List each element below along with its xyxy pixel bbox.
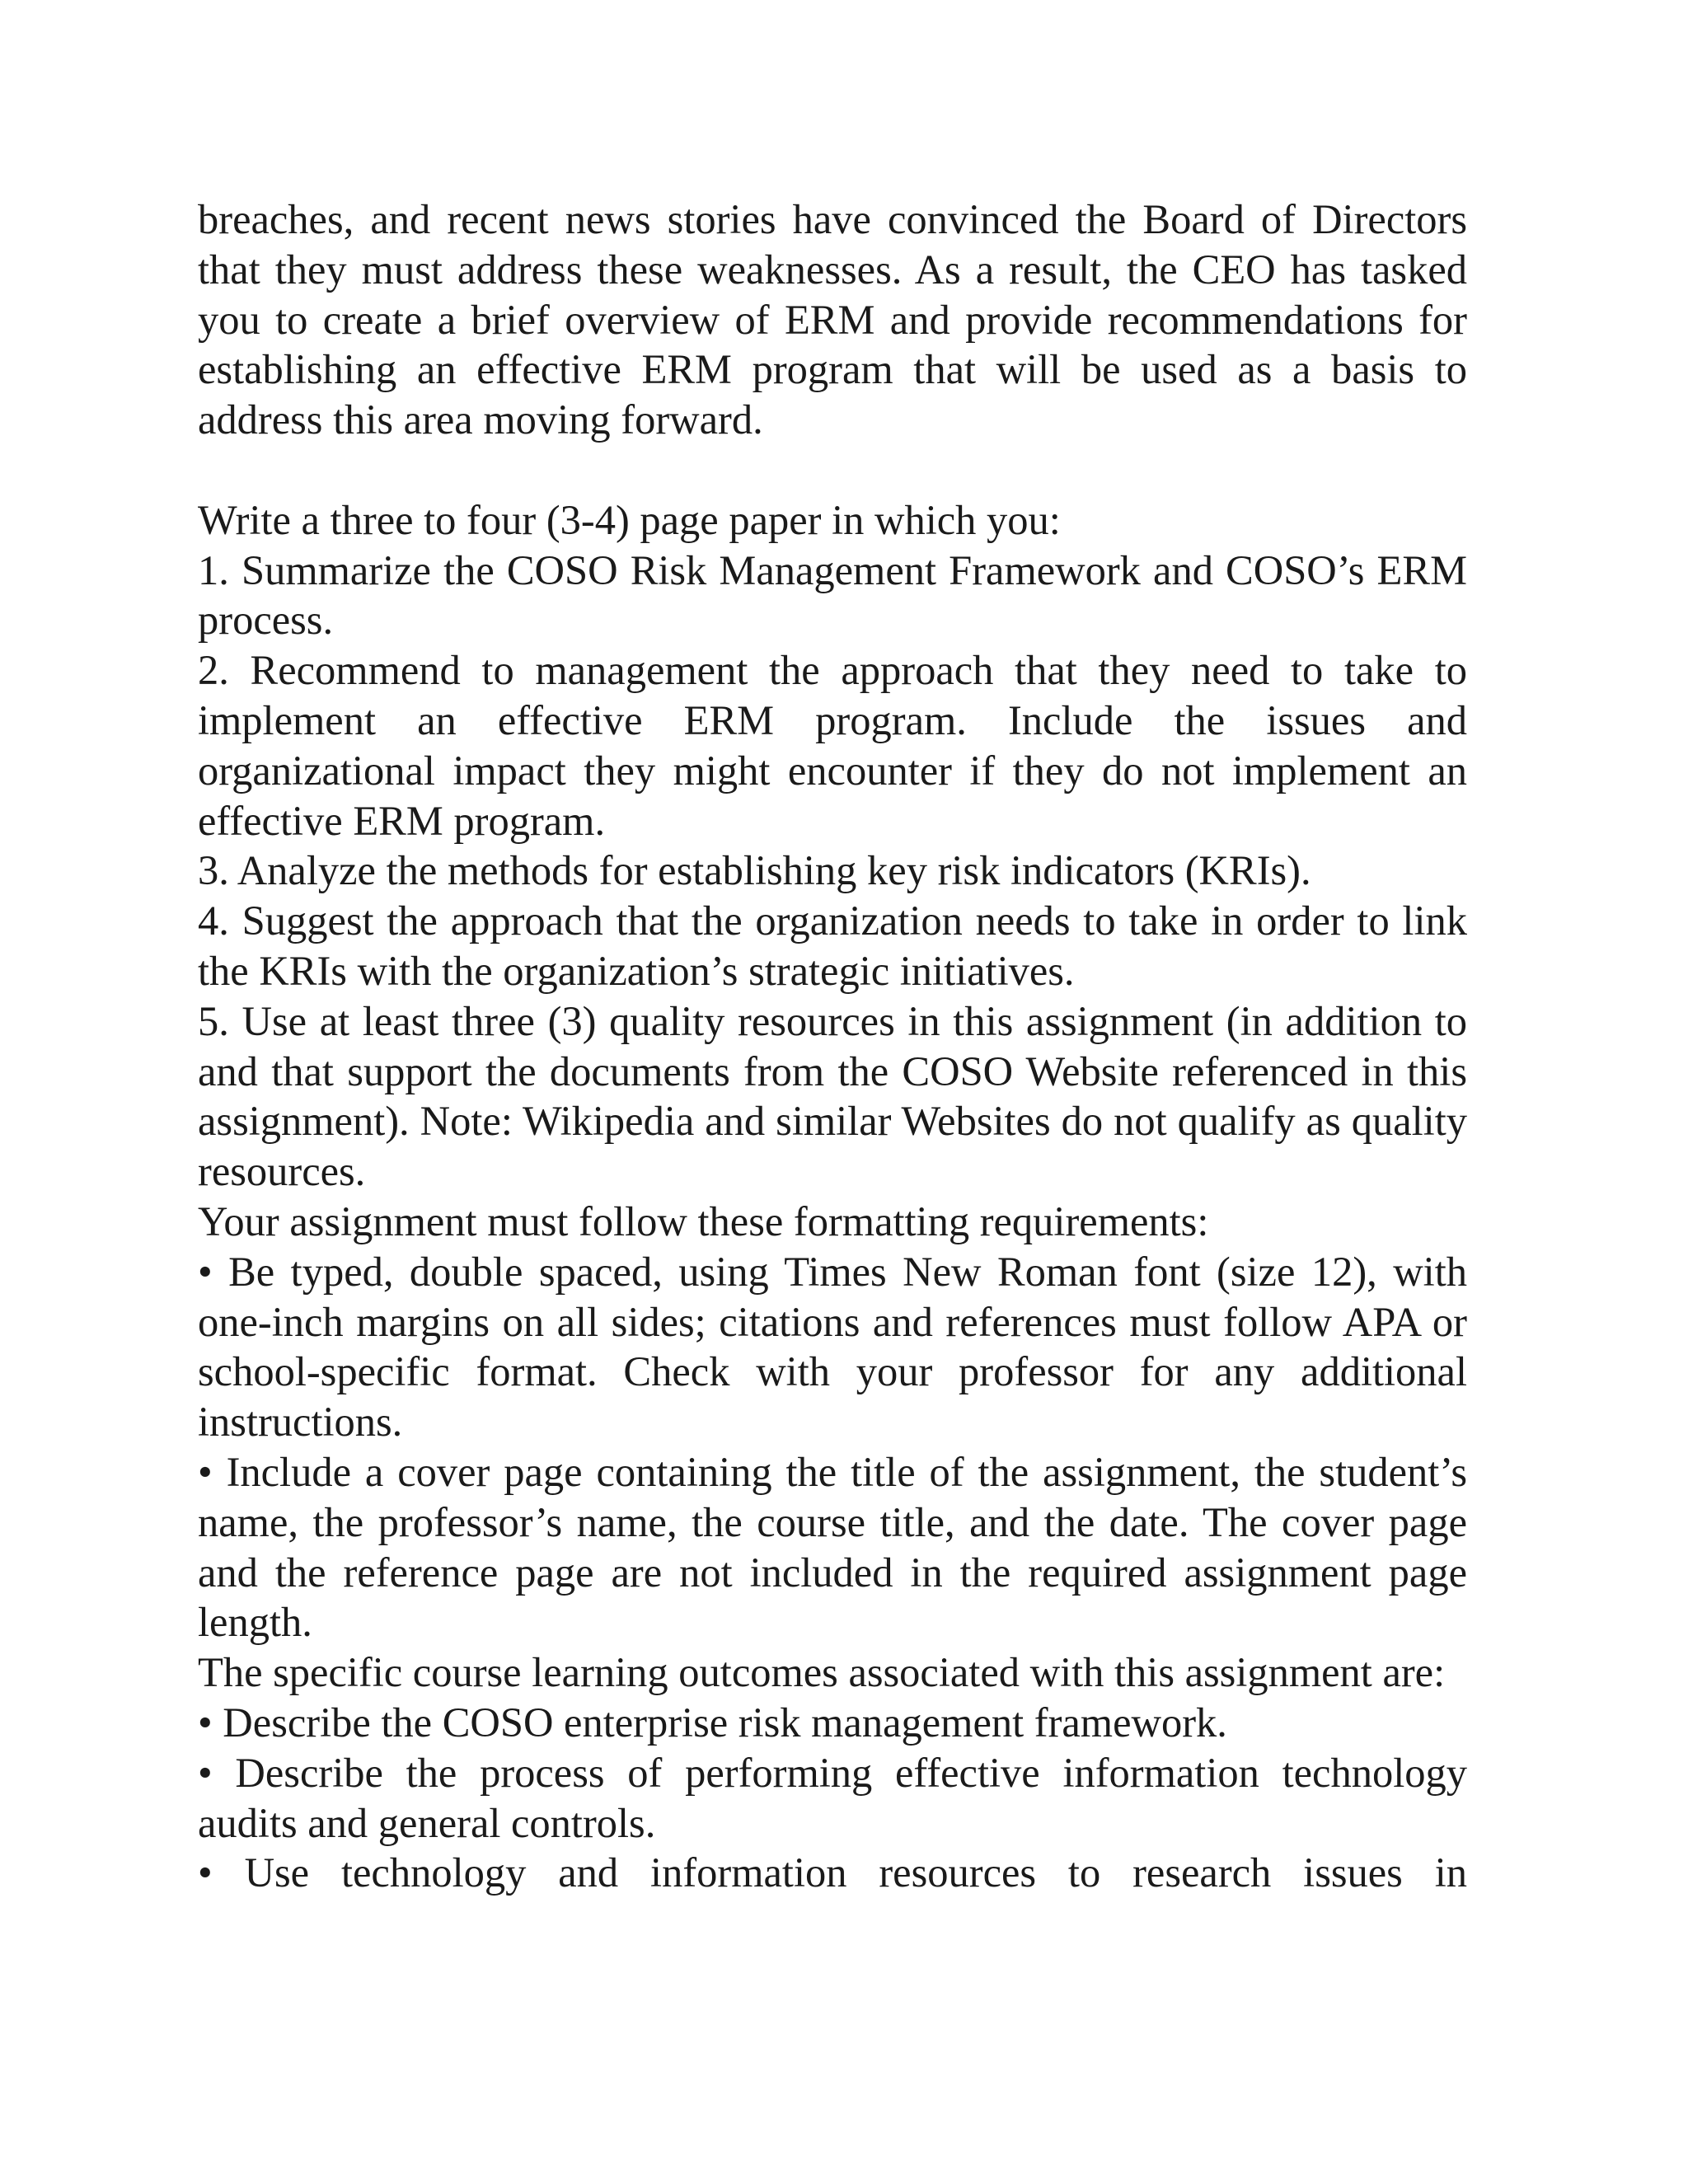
outcomes-heading: The specific course learning outcomes associated with this assignment are: [198,1649,1446,1696]
paragraph-gap [198,445,1467,495]
task-item-1: 1. Summarize the COSO Risk Management Framework and COSO’s ERM process. [198,546,1467,644]
task-item-4: 4. Suggest the approach that the organization needs to take in order to link the KRIs with the organization’s strategic initiatives. [198,898,1467,994]
task-item-2: 2. Recommend to management the approach that they need to take to implement an effective ERM program. Include the issues and organizational impact they might encounter if they do not implement an effective ERM program. [198,647,1467,844]
formatting-item-2: • Include a cover page containing the title of the assignment, the student’s name, the professor’s name, the course title, and the date. The cover page and the reference page are not included in the required assignment page length. [198,1448,1467,1646]
formatting-item-1: • Be typed, double spaced, using Times New Roman font (size 12), with one-inch margins on all sides; citations and references must follow APA or school-specific format. Check with your professor for any additional instructions. [198,1248,1467,1446]
outcome-item-3: • Use technology and information resources to research issues in [198,1849,1467,1896]
task-item-3: 3. Analyze the methods for establishing key risk indicators (KRIs). [198,847,1311,894]
outcome-item-1: • Describe the COSO enterprise risk management framework. [198,1699,1227,1746]
document-page [198,194,1467,1898]
outcome-item-2: • Describe the process of performing effective information technology audits and general controls. [198,1749,1467,1846]
assignment-prompt: Write a three to four (3-4) page paper in which you: [198,496,1061,543]
intro-paragraph: breaches, and recent news stories have convinced the Board of Directors that they must address these weaknesses. As a result, the CEO has tasked you to create a brief overview of ERM and provide recommendations for establishing an effective ERM program that will be used as a basis to address this area moving forward. [198,196,1467,443]
task-item-5: 5. Use at least three (3) quality resources in this assignment (in addition to and that support the documents from the COSO Website referenced in this assignment). Note: Wikipedia and similar Websites do not qualify as quality resources. [198,997,1467,1195]
formatting-heading: Your assignment must follow these formatting requirements: [198,1197,1209,1244]
